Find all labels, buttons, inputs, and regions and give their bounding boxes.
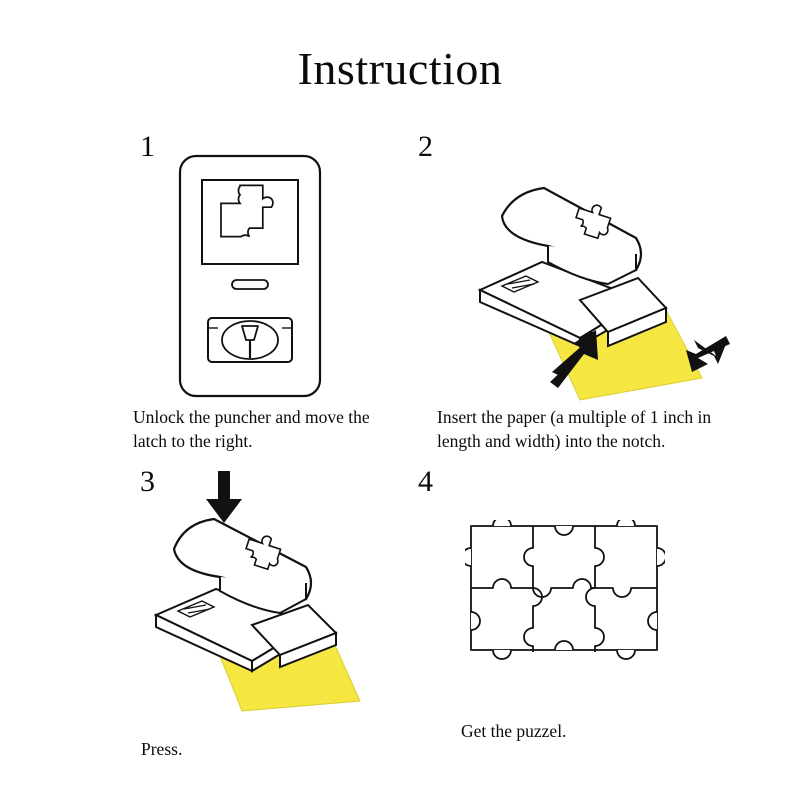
step-4-illustration	[465, 520, 665, 665]
step-3	[100, 465, 390, 775]
step-3-number: 3	[140, 465, 155, 498]
step-2-number: 2	[418, 130, 433, 163]
step-1-illustration	[160, 150, 380, 415]
step-3-caption: Press.	[141, 739, 183, 759]
step-1-caption: Unlock the puncher and move the latch to the right.	[133, 407, 370, 451]
step-3-illustration	[120, 465, 400, 720]
step-2-illustration	[430, 150, 750, 425]
down-arrow-icon	[206, 471, 242, 523]
step-1-number: 1	[140, 130, 155, 163]
step-4-caption: Get the puzzel.	[461, 721, 567, 741]
page-title: Instruction	[297, 43, 503, 94]
step-4-number: 4	[418, 465, 433, 498]
step-2-caption: Insert the paper (a multiple of 1 inch in length and width) into the notch.	[437, 407, 712, 451]
